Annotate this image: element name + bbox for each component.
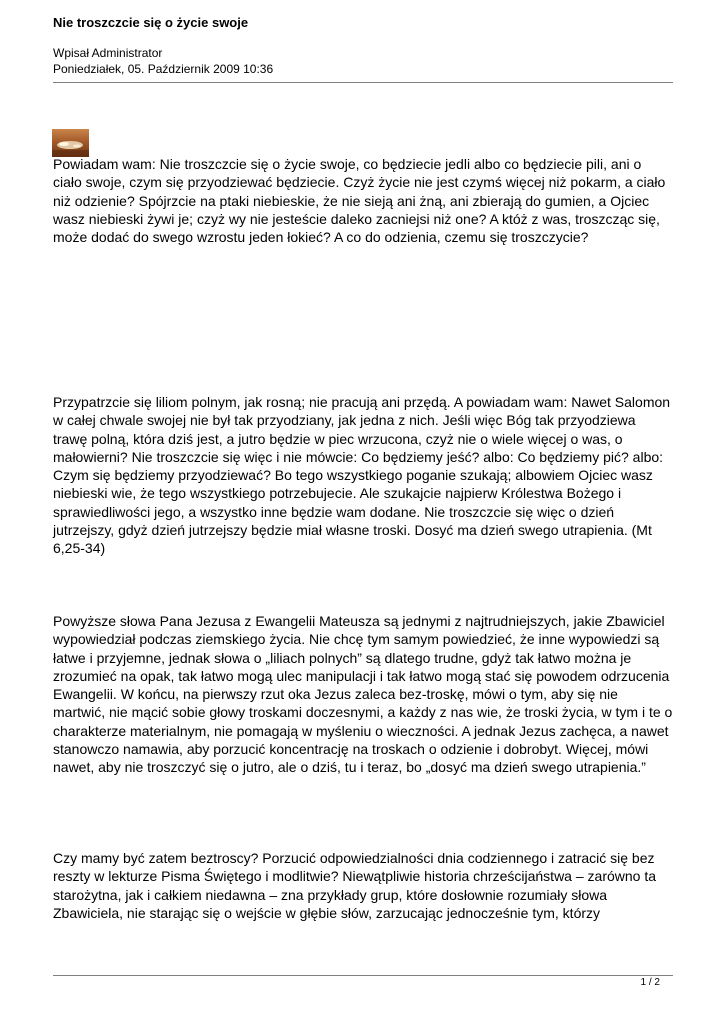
article-paragraph: Przypatrzcie się liliom polnym, jak rosną; nie pracują ani przędą. A powiadam wam: Nawet Salomon w całej chwale swojej nie był tak przyodziany, jak jedna z nich. Jeśli więc Bóg tak przyodziewa trawę polną, która dziś jest, a jutro będzie w piec wrzucona, czyż nie o wiele więcej o was, o małowierni? Nie troszczcie się więc i nie mówcie: Co będziemy jeść? albo: Co będziemy pić? albo: Czym się będziemy przyodziewać? Bo tego wszystkiego poganie szukają; albowiem Ojciec wasz niebieski wie, że tego wszystkiego potrzebujecie. Ale szukajcie najpierw Królestwa Bożego i sprawiedliwości jego, a wszystko inne będzie wam dodane. Nie troszczcie się więc o dzień jutrzejszy, gdyż dzień jutrzejszy będzie miał własne troski. Dosyć ma dzień swego utrapienia. (Mt 6,25-34)	[53, 394, 671, 557]
article-thumbnail-image	[52, 129, 89, 157]
article-author: Wpisał Administrator	[53, 46, 163, 60]
article-title: Nie troszczcie się o życie swoje	[53, 15, 249, 30]
header-divider	[53, 82, 673, 83]
article-date: Poniedziałek, 05. Październik 2009 10:36	[53, 62, 274, 76]
article-paragraph: Powiadam wam: Nie troszczcie się o życie swoje, co będziecie jedli albo co będziecie pili, ani o ciało swoje, czym się przyodziewać będziecie. Czyż życie nie jest czymś więcej niż pokarm, a ciało niż odzienie? Spójrzcie na ptaki niebieskie, że nie sieją ani żną, ani zbierają do gumien, a Ojciec wasz niebieski żywi je; czyż wy nie jesteście daleko zacniejsi niż one? A któż z was, troszcząc się, może dodać do swego wzrostu jeden łokieć? A co do odzienia, czemu się troszczycie?	[53, 156, 666, 246]
footer-divider	[53, 975, 673, 976]
article-paragraph: Czy mamy być zatem beztroscy? Porzucić odpowiedzialności dnia codziennego i zatracić się bez reszty w lekturze Pisma Świętego i modlitwie? Niewątpliwie historia chrześcijaństwa – zarówno ta starożytna, jak i całkiem niedawna – zna przykłady grup, które dosłownie rozumiały słowa Zbawiciela, nie starając się o wejście w głębie słów, zarzucając jednocześnie tym, którzy	[53, 850, 657, 921]
article-paragraph: Powyższe słowa Pana Jezusa z Ewangelii Mateusza są jednymi z najtrudniejszych, jakie Zbawiciel wypowiedział podczas ziemskiego życia. Nie chcę tym samym powiedzieć, że inne wypowiedzi są łatwe i przyjemne, jednak słowa o „liliach polnych” są dlatego trudne, gdyż tak łatwo można je zrozumieć na opak, tak łatwo mogą ulec manipulacji i tak łatwo mogą stać się powodem odrzucenia Ewangelii. W końcu, na pierwszy rzut oka Jezus zaleca bez-troskę, mówi o tym, aby się nie martwić, nie mącić sobie głowy troskami doczesnymi, a każdy z nas wie, że troski życia, w tym i te o charakterze materialnym, nie pomagają w myśleniu o wieczności. A jednak Jezus zachęca, a nawet stanowczo namawia, aby porzucić koncentrację na troskach o odzienie i dobrobyt. Więcej, mówi nawet, aby nie troszczyć się o jutro, ale o dziś, tu i teraz, bo „dosyć ma dzień swego utrapienia.”	[53, 613, 673, 776]
page-number: 1 / 2	[640, 977, 660, 988]
article-meta	[53, 45, 273, 77]
